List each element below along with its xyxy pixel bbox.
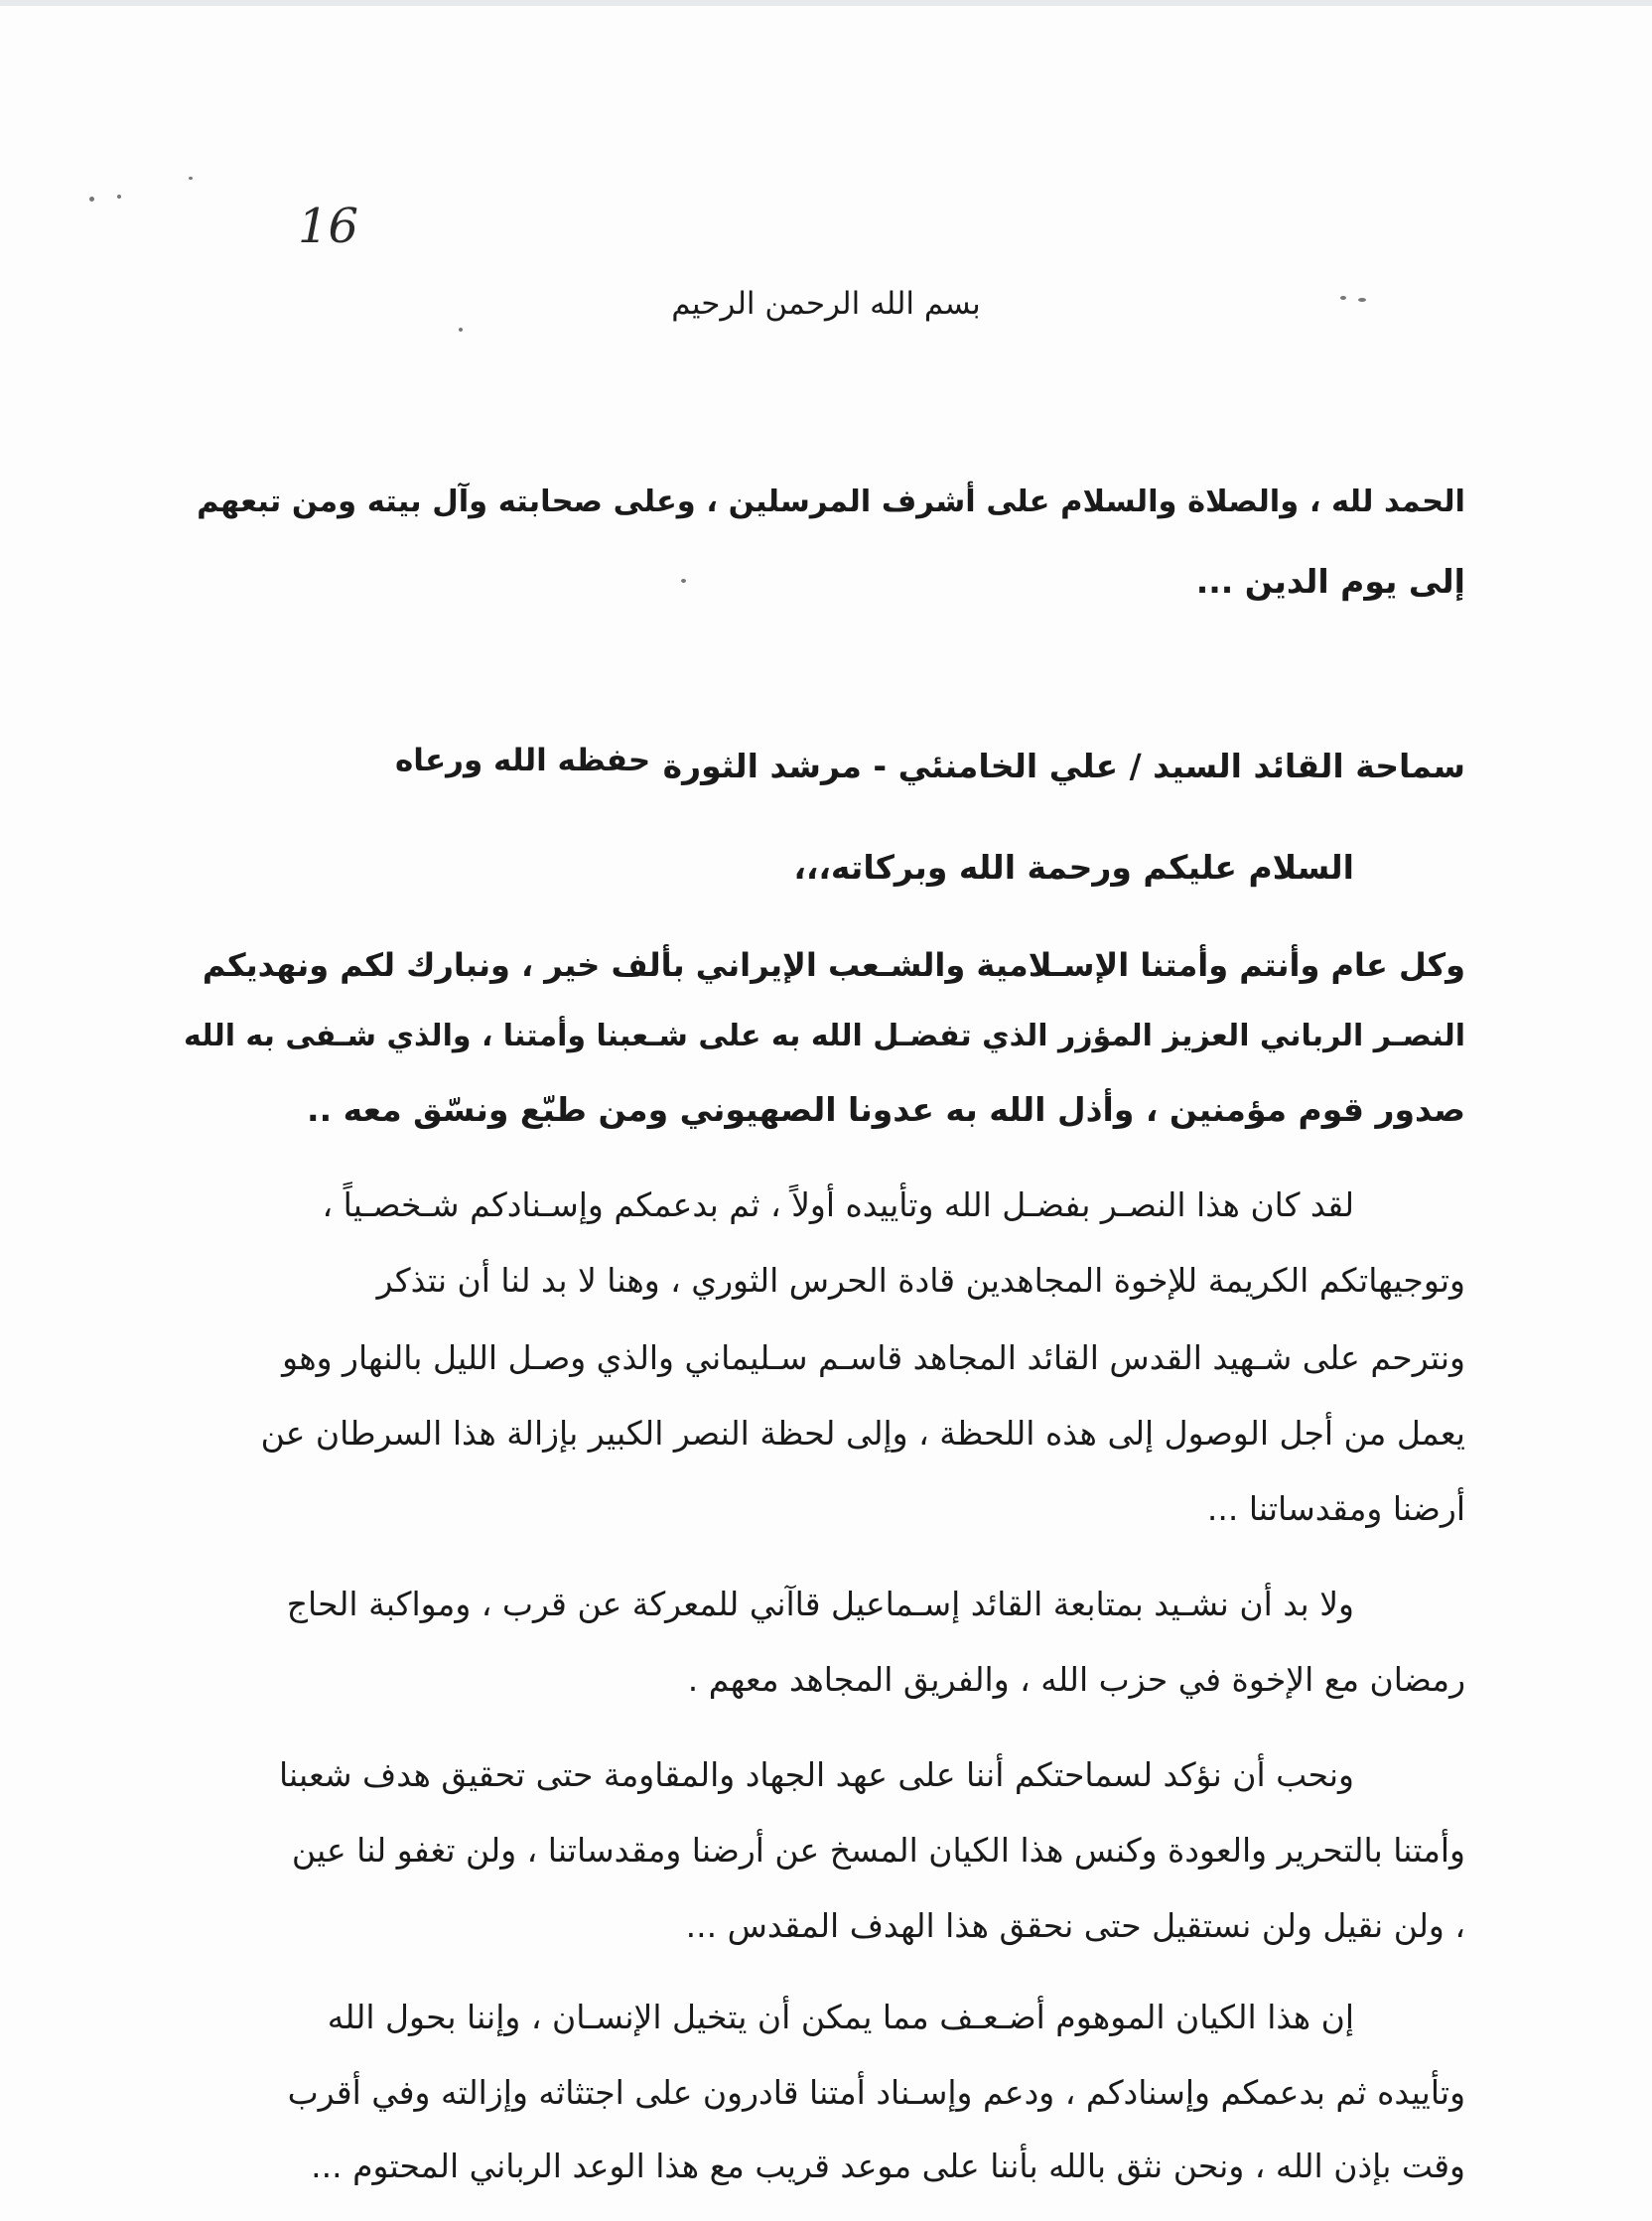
- paragraph-line: وكل عام وأنتم وأمتنا الإسـلامية والشـعب الإيراني بألف خير ، ونبارك لكم ونهديكم: [202, 946, 1465, 984]
- paragraph-line: إن هذا الكيان الموهوم أضـعـف مما يمكن أن يتخيل الإنسـان ، وإننا بحول الله: [327, 1998, 1354, 2036]
- paragraph-line: ونترحم على شـهيد القدس القائد المجاهد قاسـم سـليماني والذي وصـل الليل بالنهار وهو: [282, 1338, 1465, 1377]
- paragraph-line: وقت بإذن الله ، ونحن نثق بالله بأننا على موعد قريب مع هذا الوعد الرباني المحتوم ...: [311, 2147, 1465, 2185]
- addressee-title: سماحة القائد السيد / علي الخامنئي - مرشد الثورة: [662, 747, 1465, 785]
- basmala-heading: بسم الله الرحمن الرحيم: [671, 286, 981, 322]
- scan-speck: [89, 197, 94, 202]
- paragraph-line: ونحب أن نؤكد لسماحتكم أننا على عهد الجهاد والمقاومة حتى تحقيق هدف شعبنا: [278, 1755, 1354, 1794]
- paragraph-line: ولا بد أن نشـيد بمتابعة القائد إسـماعيل قاآني للمعركة عن قرب ، ومواكبة الحاج: [286, 1585, 1354, 1623]
- paragraph-line: يعمل من أجل الوصول إلى هذه اللحظة ، وإلى لحظة النصر الكبير بإزالة هذا السرطان عن: [260, 1414, 1465, 1453]
- scan-speck: [189, 177, 193, 180]
- paragraph-line: صدور قوم مؤمنين ، وأذل الله به عدونا الصهيوني ومن طبّع ونسّق معه ..: [307, 1090, 1465, 1129]
- paragraph-line: أرضنا ومقدساتنا ...: [1206, 1489, 1465, 1528]
- opening-line: إلى يوم الدين ...: [1195, 562, 1465, 601]
- paragraph-line: رمضان مع الإخوة في حزب الله ، والفريق المجاهد معهم .: [687, 1660, 1465, 1699]
- greeting-line: السلام عليكم ورحمة الله وبركاته،،،: [793, 848, 1354, 887]
- scan-speck: [117, 195, 121, 199]
- paragraph-line: النصـر الرباني العزيز المؤزر الذي تفضـل الله به على شـعبنا وأمتنا ، والذي شـفى به الله: [184, 1019, 1465, 1053]
- paragraph-line: وتوجيهاتكم الكريمة للإخوة المجاهدين قادة الحرس الثوري ، وهنا لا بد لنا أن نتذكر: [376, 1261, 1465, 1300]
- addressee-prayer: حفظه الله ورعاه: [395, 743, 651, 778]
- paragraph-line: لقد كان هذا النصـر بفضـل الله وتأييده أولاً ، ثم بدعمكم وإسـنادكم شـخصـياً ،: [322, 1185, 1354, 1224]
- handwritten-page-number: 16: [298, 199, 359, 254]
- paragraph-line: وتأييده ثم بدعمكم وإسنادكم ، ودعم وإسـناد أمتنا قادرون على اجتثاثه وإزالته وفي أقرب: [287, 2073, 1465, 2112]
- opening-line: الحمد لله ، والصلاة والسلام على أشرف المرسلين ، وعلى صحابته وآل بيته ومن تبعهم: [197, 485, 1465, 519]
- scan-top-edge: [0, 0, 1652, 6]
- paragraph-line: ، ولن نقيل ولن نستقيل حتى نحقق هذا الهدف المقدس ...: [685, 1906, 1465, 1945]
- scan-speck: [459, 328, 463, 332]
- paragraph-line: وأمتنا بالتحرير والعودة وكنس هذا الكيان المسخ عن أرضنا ومقدساتنا ، ولن تغفو لنا عين: [291, 1831, 1465, 1870]
